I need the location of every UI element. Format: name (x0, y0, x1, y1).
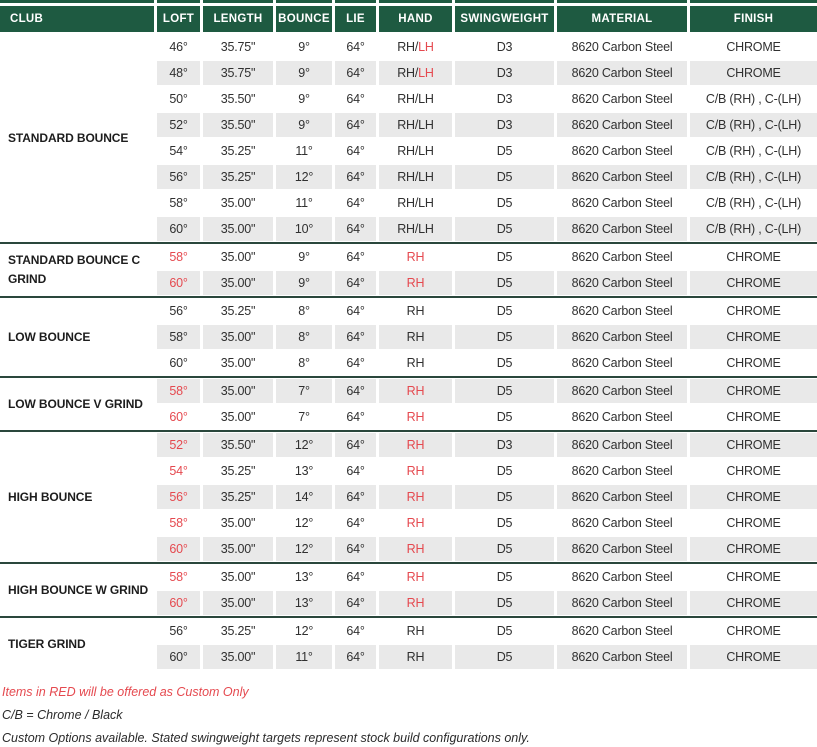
lie-cell: 64° (335, 485, 376, 509)
bounce-cell: 8° (276, 325, 332, 349)
loft-cell: 48° (157, 61, 200, 85)
club-section-label: STANDARD BOUNCE (0, 35, 154, 241)
club-section (0, 35, 817, 241)
finish-cell: CHROME (690, 433, 817, 457)
swingweight-cell: D5 (455, 379, 554, 403)
loft-cell: 58° (169, 196, 188, 210)
lie-cell: 64° (335, 591, 376, 615)
lie-cell: 64° (335, 645, 376, 669)
lie-cell: 64° (346, 464, 365, 478)
loft-cell: 46° (169, 40, 188, 54)
loft-cell: 58° (157, 379, 200, 403)
col-header-club: CLUB (0, 6, 154, 32)
bounce-cell: 12° (276, 165, 332, 189)
finish-cell: C/B (RH) , C-(LH) (690, 217, 817, 241)
lie-cell: 64° (335, 271, 376, 295)
length-cell: 35.00" (220, 410, 256, 424)
material-cell: 8620 Carbon Steel (571, 410, 673, 424)
lie-cell: 64° (346, 92, 365, 106)
club-section (0, 299, 817, 375)
loft-cell: 54° (169, 144, 188, 158)
hand-cell: RH (379, 379, 452, 403)
length-cell: 35.25" (220, 464, 256, 478)
section-divider (0, 242, 817, 244)
material-cell: 8620 Carbon Steel (557, 433, 687, 457)
material-cell: 8620 Carbon Steel (571, 516, 673, 530)
swingweight-cell: D5 (496, 516, 513, 530)
col-header-loft: LOFT (157, 6, 200, 32)
club-section-label: STANDARD BOUNCE C GRIND (0, 245, 154, 295)
bounce-cell: 8° (298, 304, 310, 318)
lie-cell: 64° (346, 356, 365, 370)
material-cell: 8620 Carbon Steel (557, 271, 687, 295)
footnotes (2, 683, 817, 747)
length-cell: 35.00" (203, 537, 273, 561)
club-section-label: HIGH BOUNCE (0, 433, 154, 561)
club-section-label: TIGER GRIND (0, 619, 154, 669)
hand-cell: RH (379, 271, 452, 295)
swingweight-cell: D3 (455, 433, 554, 457)
length-cell: 35.75" (220, 40, 256, 54)
swingweight-cell: D5 (455, 591, 554, 615)
spec-table-body (0, 35, 817, 669)
section-divider (0, 430, 817, 432)
section-divider (0, 296, 817, 298)
loft-cell: 58° (157, 325, 200, 349)
bounce-cell: 14° (276, 485, 332, 509)
hand-cell: RH/LH (397, 144, 434, 158)
lie-cell: 64° (346, 410, 365, 424)
club-section (0, 379, 817, 429)
lie-cell: 64° (346, 144, 365, 158)
swingweight-cell: D5 (496, 464, 513, 478)
material-cell: 8620 Carbon Steel (557, 591, 687, 615)
hand-cell: RH/LH (379, 165, 452, 189)
lie-cell: 64° (335, 537, 376, 561)
col-header-swingweight: SWINGWEIGHT (455, 6, 554, 32)
length-cell: 35.50" (203, 433, 273, 457)
length-cell: 35.25" (203, 485, 273, 509)
length-cell: 35.25" (220, 304, 256, 318)
swingweight-cell: D5 (496, 624, 513, 638)
finish-cell: CHROME (726, 570, 781, 584)
finish-cell: C/B (RH) , C-(LH) (690, 113, 817, 137)
finish-cell: CHROME (690, 591, 817, 615)
bounce-cell: 13° (294, 464, 314, 478)
finish-cell: CHROME (726, 464, 781, 478)
material-cell: 8620 Carbon Steel (571, 624, 673, 638)
length-cell: 35.00" (203, 645, 273, 669)
lie-cell: 64° (335, 61, 376, 85)
swingweight-cell: D3 (455, 113, 554, 137)
swingweight-cell: D5 (496, 410, 513, 424)
length-cell: 35.25" (220, 144, 256, 158)
finish-cell: CHROME (690, 485, 817, 509)
swingweight-cell: D5 (455, 537, 554, 561)
loft-cell: 56° (169, 624, 188, 638)
loft-cell: 60° (169, 410, 188, 424)
club-section (0, 245, 817, 295)
bounce-cell: 7° (276, 379, 332, 403)
swingweight-cell: D5 (455, 325, 554, 349)
hand-cell: RH/LH (379, 113, 452, 137)
bounce-cell: 9° (298, 250, 310, 264)
loft-cell: 54° (169, 464, 188, 478)
lie-cell: 64° (335, 217, 376, 241)
bounce-cell: 9° (298, 92, 310, 106)
material-cell: 8620 Carbon Steel (571, 250, 673, 264)
length-cell: 35.50" (220, 92, 256, 106)
bounce-cell: 13° (294, 570, 314, 584)
loft-cell: 58° (169, 570, 188, 584)
swingweight-cell: D5 (496, 304, 513, 318)
finish-cell: CHROME (726, 516, 781, 530)
swingweight-cell: D3 (496, 92, 513, 106)
finish-cell: CHROME (690, 325, 817, 349)
material-cell: 8620 Carbon Steel (557, 217, 687, 241)
length-cell: 35.75" (203, 61, 273, 85)
bounce-cell: 8° (298, 356, 310, 370)
material-cell: 8620 Carbon Steel (557, 325, 687, 349)
club-section (0, 619, 817, 669)
bounce-cell: 13° (276, 591, 332, 615)
col-header-length: LENGTH (203, 6, 273, 32)
finish-cell: CHROME (690, 537, 817, 561)
material-cell: 8620 Carbon Steel (571, 464, 673, 478)
club-section (0, 433, 817, 561)
hand-cell: RH (379, 645, 452, 669)
lie-cell: 64° (346, 250, 365, 264)
finish-cell: CHROME (726, 356, 781, 370)
loft-cell: 60° (157, 591, 200, 615)
material-cell: 8620 Carbon Steel (557, 113, 687, 137)
length-cell: 35.50" (203, 113, 273, 137)
hand-cell: RH/LH (379, 61, 452, 85)
hand-cell: RH/LH (397, 40, 434, 54)
col-header-finish: FINISH (690, 6, 817, 32)
hand-cell: RH (379, 485, 452, 509)
section-divider (0, 562, 817, 564)
finish-cell: CHROME (726, 624, 781, 638)
length-cell: 35.00" (220, 356, 256, 370)
length-cell: 35.00" (220, 570, 256, 584)
material-cell: 8620 Carbon Steel (557, 61, 687, 85)
hand-cell: RH/LH (397, 92, 434, 106)
material-cell: 8620 Carbon Steel (571, 40, 673, 54)
bounce-cell: 10° (276, 217, 332, 241)
lie-cell: 64° (346, 570, 365, 584)
length-cell: 35.25" (220, 624, 256, 638)
loft-cell: 60° (157, 217, 200, 241)
lie-cell: 64° (335, 113, 376, 137)
lie-cell: 64° (335, 379, 376, 403)
lie-cell: 64° (346, 516, 365, 530)
hand-cell: RH/LH (397, 196, 434, 210)
finish-cell: C/B (RH) , C-(LH) (690, 165, 817, 189)
col-header-bounce: BOUNCE (276, 6, 332, 32)
club-section-label: LOW BOUNCE V GRIND (0, 379, 154, 429)
lie-cell: 64° (346, 304, 365, 318)
col-header-material: MATERIAL (557, 6, 687, 32)
length-cell: 35.00" (220, 516, 256, 530)
section-divider (0, 616, 817, 618)
loft-cell: 58° (169, 250, 188, 264)
material-cell: 8620 Carbon Steel (571, 570, 673, 584)
swingweight-cell: D5 (496, 250, 513, 264)
bounce-cell: 9° (298, 40, 310, 54)
finish-cell: CHROME (726, 410, 781, 424)
hand-cell: RH (379, 537, 452, 561)
bounce-cell: 11° (276, 645, 332, 669)
material-cell: 8620 Carbon Steel (571, 356, 673, 370)
footnote-custom-options: Custom Options available. Stated swingweight targets represent stock build configurations only. (2, 731, 530, 746)
swingweight-cell: D3 (455, 61, 554, 85)
swingweight-cell: D5 (496, 570, 513, 584)
hand-cell: RH (379, 325, 452, 349)
club-section (0, 565, 817, 615)
hand-cell: RH (406, 464, 425, 478)
swingweight-cell: D3 (496, 40, 513, 54)
hand-cell: RH/LH (379, 217, 452, 241)
hand-cell: RH (406, 570, 425, 584)
bounce-cell: 11° (295, 196, 313, 210)
swingweight-cell: D5 (455, 217, 554, 241)
material-cell: 8620 Carbon Steel (557, 645, 687, 669)
material-cell: 8620 Carbon Steel (557, 165, 687, 189)
finish-cell: CHROME (690, 61, 817, 85)
length-cell: 35.00" (203, 379, 273, 403)
bounce-cell: 12° (294, 516, 314, 530)
swingweight-cell: D5 (455, 165, 554, 189)
loft-cell: 58° (169, 516, 188, 530)
material-cell: 8620 Carbon Steel (571, 196, 673, 210)
lie-cell: 64° (335, 165, 376, 189)
length-cell: 35.00" (203, 271, 273, 295)
bounce-cell: 9° (276, 61, 332, 85)
finish-cell: C/B (RH) , C-(LH) (705, 92, 802, 106)
loft-cell: 60° (157, 537, 200, 561)
hand-cell: RH (406, 624, 425, 638)
swingweight-cell: D5 (496, 144, 513, 158)
hand-cell: RH (406, 410, 425, 424)
bounce-cell: 9° (276, 113, 332, 137)
section-divider (0, 376, 817, 378)
material-cell: 8620 Carbon Steel (557, 537, 687, 561)
hand-cell: RH (379, 591, 452, 615)
lie-cell: 64° (346, 624, 365, 638)
hand-cell: RH (406, 304, 425, 318)
loft-cell: 60° (157, 271, 200, 295)
swingweight-cell: D5 (455, 485, 554, 509)
footnote-cb-legend: C/B = Chrome / Black (2, 708, 123, 723)
bounce-cell: 9° (276, 271, 332, 295)
loft-cell: 56° (157, 485, 200, 509)
length-cell: 35.00" (220, 196, 256, 210)
hand-cell: RH (379, 433, 452, 457)
club-section-label: LOW BOUNCE (0, 299, 154, 375)
finish-cell: CHROME (726, 250, 781, 264)
swingweight-cell: D5 (496, 356, 513, 370)
material-cell: 8620 Carbon Steel (571, 304, 673, 318)
loft-cell: 50° (169, 92, 188, 106)
swingweight-cell: D5 (496, 196, 513, 210)
col-header-lie: LIE (335, 6, 376, 32)
material-cell: 8620 Carbon Steel (571, 144, 673, 158)
finish-cell: CHROME (726, 304, 781, 318)
spec-table-header (0, 6, 817, 32)
length-cell: 35.00" (203, 325, 273, 349)
finish-cell: CHROME (690, 645, 817, 669)
material-cell: 8620 Carbon Steel (557, 485, 687, 509)
hand-cell: RH (406, 516, 425, 530)
length-cell: 35.00" (220, 250, 256, 264)
bounce-cell: 12° (276, 537, 332, 561)
bounce-cell: 11° (295, 144, 313, 158)
lie-cell: 64° (346, 40, 365, 54)
finish-cell: CHROME (690, 379, 817, 403)
finish-cell: C/B (RH) , C-(LH) (705, 196, 802, 210)
swingweight-cell: D5 (455, 271, 554, 295)
footnote-custom-only: Items in RED will be offered as Custom Only (2, 685, 249, 699)
material-cell: 8620 Carbon Steel (571, 92, 673, 106)
loft-cell: 60° (169, 356, 188, 370)
bounce-cell: 7° (298, 410, 310, 424)
finish-cell: C/B (RH) , C-(LH) (705, 144, 802, 158)
spec-table (0, 6, 817, 669)
hand-cell: RH (406, 250, 425, 264)
material-cell: 8620 Carbon Steel (557, 379, 687, 403)
finish-cell: CHROME (690, 271, 817, 295)
lie-cell: 64° (335, 433, 376, 457)
club-section-label: HIGH BOUNCE W GRIND (0, 565, 154, 615)
lie-cell: 64° (335, 325, 376, 349)
swingweight-cell: D5 (455, 645, 554, 669)
loft-cell: 56° (157, 165, 200, 189)
hand-cell: RH (406, 356, 425, 370)
length-cell: 35.25" (203, 165, 273, 189)
finish-cell: CHROME (726, 40, 781, 54)
loft-cell: 52° (157, 433, 200, 457)
lie-cell: 64° (346, 196, 365, 210)
loft-cell: 56° (169, 304, 188, 318)
bounce-cell: 12° (294, 624, 314, 638)
length-cell: 35.00" (203, 591, 273, 615)
bounce-cell: 12° (276, 433, 332, 457)
loft-cell: 52° (157, 113, 200, 137)
col-header-hand: HAND (379, 6, 452, 32)
loft-cell: 60° (157, 645, 200, 669)
length-cell: 35.00" (203, 217, 273, 241)
